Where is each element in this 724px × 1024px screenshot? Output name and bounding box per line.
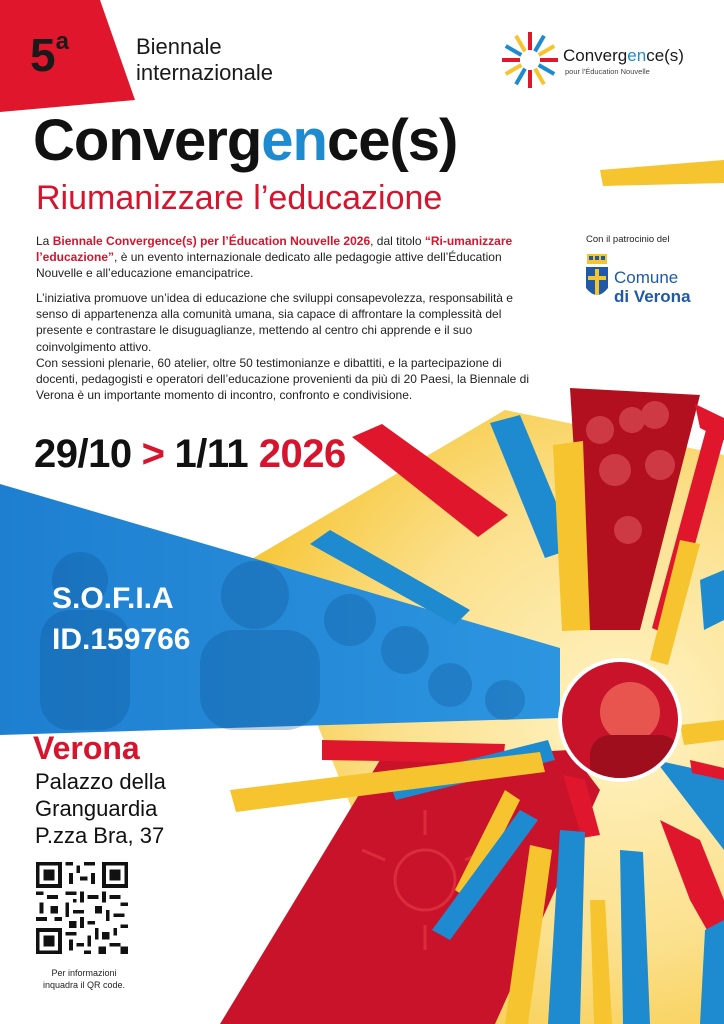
date-end: 1/11 [174,432,249,476]
intro-paragraph-2: L’iniziativa promuove un’idea di educazione che sviluppi consapevolezza, responsabilità e senso di appartenenza alla comunità umana, sia capace di affrontare la complessità del presente e contrastare le disuguaglianze, mettendo al centro chi apprende e il suo coinvolgimento attivo. [36,291,513,354]
logo-wordmark-accent: en [627,46,647,65]
logo-wordmark-part1: Converg [563,46,628,65]
venue-line1: Palazzo della [35,769,166,794]
venue-line3: P.zza Bra, 37 [35,823,165,848]
venue-line2: Granguardia [35,796,158,821]
intro-paragraph-3: Con sessioni plenarie, 60 atelier, oltre 50 testimonianze e dibattiti, e la partecipazione di docenti, pedagogisti e operatori dell’educazione provenienti da più di 20 Paesi, la Biennale di Verona è un importante momento di incontro, confronto e condivisione. [36,356,530,403]
event-dates [34,432,346,477]
logo-wordmark [563,46,684,66]
convergences-burst-logo-icon [500,28,560,88]
edition-number-value: 5 [30,29,56,81]
title-part1: Converg [33,108,262,173]
patronage-line1: Comune [614,268,679,287]
sofia-label: S.O.F.I.A [52,582,174,615]
date-start: 29/10 [34,432,132,476]
patronage-line2: di Verona [614,287,691,306]
event-subtitle: Riumanizzare l’educazione [36,179,443,217]
sofia-code [52,578,190,660]
date-year: 2026 [258,432,346,476]
logo-tagline: pour l'Éducation Nouvelle [565,67,650,76]
venue-city: Verona [33,730,140,766]
intro-paragraph-1 [36,233,534,282]
title-accent: en [261,108,327,173]
edition-label-line1: Biennale [136,34,222,59]
intro-highlight-2: “Ri-umanizzare l’educazione” [36,234,513,265]
patronage-label: Con il patrocinio del [586,234,670,245]
logo-wordmark-part2: ce(s) [646,46,684,65]
title-part2: ce(s) [326,108,458,173]
edition-label [136,34,356,86]
qr-code-icon[interactable] [36,862,128,954]
patronage-name [614,268,691,306]
edition-number [30,28,69,81]
verona-crest-icon [585,254,609,302]
edition-label-line2: internazionale [136,60,273,85]
sofia-id: ID.159766 [52,623,191,656]
venue-address [35,768,166,849]
edition-ordinal: a [55,28,69,55]
qr-caption: Per informazioni inquadra il QR code. [42,968,126,990]
intro-highlight-1: Biennale Convergence(s) per l’Éducation Nouvelle 2026 [52,234,371,248]
date-arrow: > [141,432,165,476]
intro-text-a: La [36,234,53,248]
event-title [33,108,458,173]
intro-text-c: , è un evento internazionale dedicato alle pedagogie attive dell’Éducation Nouvelle e all’educazione emancipatrice. [36,250,502,281]
intro-text-b: , dal titolo [370,234,425,248]
